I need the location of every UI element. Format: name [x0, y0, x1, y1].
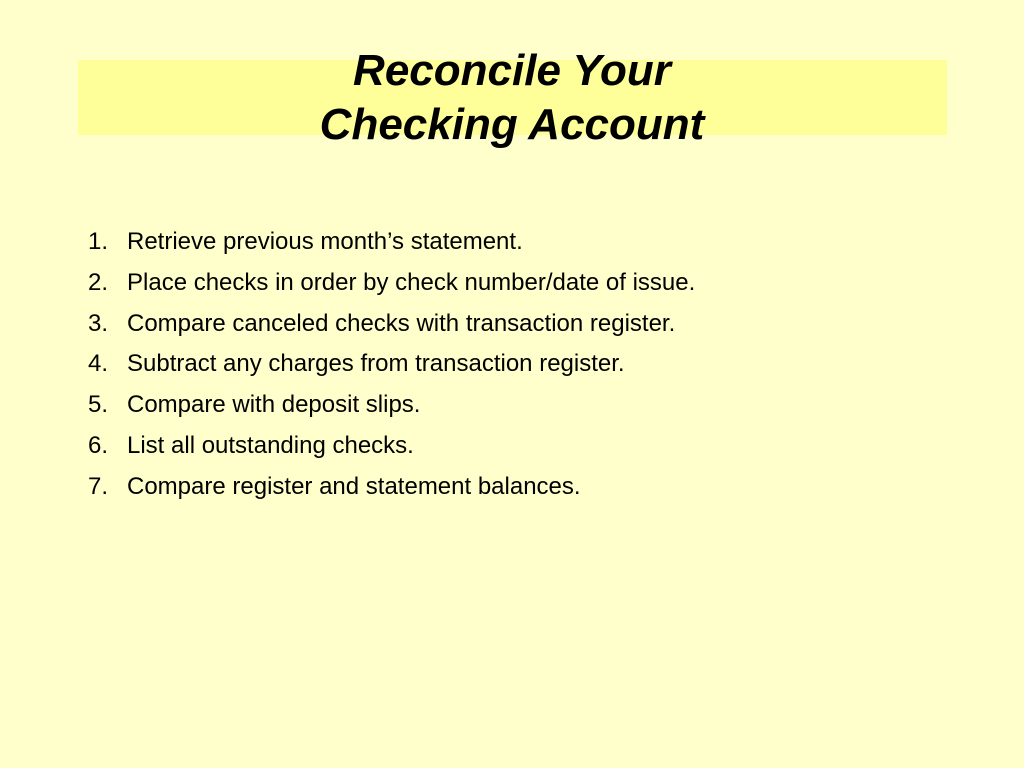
list-item	[88, 263, 695, 304]
step-text: Compare register and statement balances.	[127, 472, 581, 500]
list-item	[88, 304, 695, 345]
title-line-1: Reconcile Your	[353, 46, 671, 95]
step-text: Compare canceled checks with transaction register.	[127, 309, 676, 337]
step-text: Retrieve previous month’s statement.	[127, 228, 523, 255]
step-number: 5.	[88, 391, 109, 419]
list-item	[88, 385, 695, 426]
list-item	[88, 344, 695, 385]
step-number: 4.	[88, 350, 109, 378]
list-item	[88, 222, 695, 263]
title-line-2: Checking Account	[319, 100, 705, 149]
list-item	[88, 426, 695, 467]
step-number: 3.	[88, 309, 109, 337]
list-item	[88, 467, 695, 508]
slide-title	[0, 44, 1024, 152]
step-text: Place checks in order by check number/date of issue.	[127, 268, 696, 296]
step-text: Subtract any charges from transaction register.	[127, 350, 625, 378]
steps-list	[88, 222, 695, 508]
step-number: 1.	[88, 228, 109, 255]
step-text: Compare with deposit slips.	[127, 391, 421, 419]
step-number: 6.	[88, 431, 109, 459]
step-text: List all outstanding checks.	[127, 431, 414, 459]
step-number: 2.	[88, 268, 109, 296]
step-number: 7.	[88, 472, 109, 500]
